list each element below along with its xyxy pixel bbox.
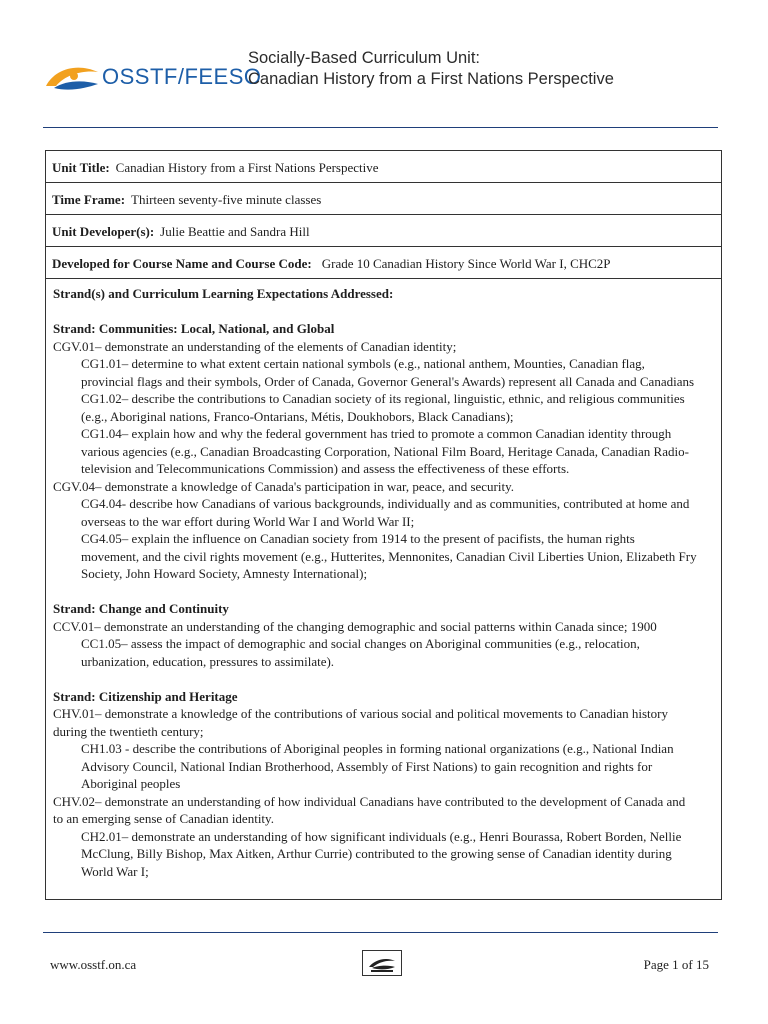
expectation-line: CCV.01– demonstrate an understanding of the changing demographic and social patterns within Canada since; 1900 — [53, 618, 657, 634]
strand-heading: Strand: Communities: Local, National, and Global — [53, 321, 335, 336]
expectation-line: CG1.02– describe the contributions to Canadian society of its regional, linguistic, ethnic, and religious communities — [81, 391, 685, 406]
expectation-line: CGV.01– demonstrate an understanding of the elements of Canadian identity; — [53, 338, 457, 354]
expectation-line: urbanization, education, pressures to assimilate). — [81, 653, 335, 669]
header-divider — [43, 127, 718, 128]
expectation-line: CC1.05– assess the impact of demographic and social changes on Aboriginal communities (e.g., relocation, — [81, 636, 640, 651]
course-label: Developed for Course Name and Course Code: — [52, 256, 312, 271]
expectation-line: (e.g., Aboriginal nations, Franco-Ontarians, Métis, Doukhobors, Black Canadians); — [81, 408, 514, 424]
expectation-line: Advisory Council, National Indian Brotherhood, Assembly of First Nations) to gain recognition and rights for — [81, 758, 653, 774]
strand-heading: Strand: Change and Continuity — [53, 601, 229, 616]
time-frame-label: Time Frame: — [52, 192, 126, 207]
course-value: Grade 10 Canadian History Since World War I, CHC2P — [321, 256, 611, 271]
time-frame-row — [46, 183, 721, 215]
expectation-line: CH1.03 - describe the contributions of Aboriginal peoples in forming national organizations (e.g., National Indian — [81, 741, 674, 756]
page-number: Page 1 of 15 — [643, 957, 709, 972]
strand-heading: Strand: Citizenship and Heritage — [53, 688, 238, 704]
expectation-line: CG1.01– determine to what extent certain national symbols (e.g., national anthem, Mounties, Canadian flag, — [81, 356, 645, 371]
developer-value: Julie Beattie and Sandra Hill — [160, 224, 310, 239]
title-line-1: Socially-Based Curriculum Unit: — [248, 49, 480, 67]
expectation-line: television and Telecommunications Commission) and assess the effectiveness of these efforts. — [81, 461, 570, 476]
expectation-line: provincial flags and their symbols, Order of Canada, Governor General's Awards) represent all Canada and Canadians — [81, 373, 695, 389]
expectation-line: during the twentieth century; — [53, 723, 204, 739]
strands-section — [46, 279, 721, 880]
unit-table — [45, 150, 722, 900]
expectation-line: overseas to the war effort during World War I and World War II; — [81, 513, 415, 529]
expectation-line: to an emerging sense of Canadian identity. — [53, 811, 274, 826]
expectation-line: World War I; — [81, 863, 149, 879]
expectation-line: McClung, Billy Bishop, Max Aitken, Arthur Currie) contributed to the growing sense of Canadian identity during — [81, 846, 672, 861]
expectation-line: Aboriginal peoples — [81, 776, 181, 791]
lamp-icon — [40, 50, 104, 98]
expectation-line: various agencies (e.g., Canadian Broadcasting Corporation, National Film Board, Heritage Canada, Canadian Radio- — [81, 443, 689, 459]
osstf-logo — [40, 50, 262, 98]
strands-heading: Strand(s) and Curriculum Learning Expectations Addressed: — [53, 286, 394, 301]
expectation-line: CHV.02– demonstrate an understanding of how individual Canadians have contributed to the development of Canada and — [53, 793, 686, 809]
title-line-2: Canadian History from a First Nations Perspective — [248, 70, 614, 88]
expectation-line: CH2.01– demonstrate an understanding of how significant individuals (e.g., Henri Bourassa, Robert Borden, Nellie — [81, 828, 682, 844]
developer-label: Unit Developer(s): — [52, 224, 155, 239]
expectation-line: CG4.05– explain the influence on Canadian society from 1914 to the present of pacifists, the human rights — [81, 531, 635, 546]
expectation-line: CG1.04– explain how and why the federal government has tried to promote a common Canadian identity through — [81, 426, 672, 441]
developer-row — [46, 215, 721, 247]
unit-title-row — [46, 151, 721, 183]
footer-url-link[interactable]: www.osstf.on.ca — [50, 957, 137, 972]
expectation-line: movement, and the civil rights movement (e.g., Hutterites, Mennonites, Canadian Civil Liberties Union, Elizabeth Fry — [81, 548, 697, 564]
expectation-line: Society, John Howard Society, Amnesty International); — [81, 566, 368, 581]
expectation-line: CG4.04- describe how Canadians of various backgrounds, individually and as communities, contributed at home and — [81, 496, 690, 511]
course-row — [46, 247, 721, 279]
time-frame-value: Thirteen seventy-five minute classes — [131, 192, 322, 207]
logo-text: OSSTF/FEESO — [102, 64, 262, 89]
lamp-icon — [363, 951, 401, 975]
page-header — [0, 0, 768, 135]
unit-title-label: Unit Title: — [52, 160, 110, 175]
unit-title-value: Canadian History from a First Nations Perspective — [115, 160, 379, 175]
footer-logo — [362, 950, 402, 976]
expectation-line: CHV.01– demonstrate a knowledge of the contributions of various social and political movements to Canadian history — [53, 706, 668, 721]
expectation-line: CGV.04– demonstrate a knowledge of Canada's participation in war, peace, and security. — [53, 478, 515, 494]
document-title — [248, 48, 614, 90]
footer-divider — [43, 932, 718, 933]
